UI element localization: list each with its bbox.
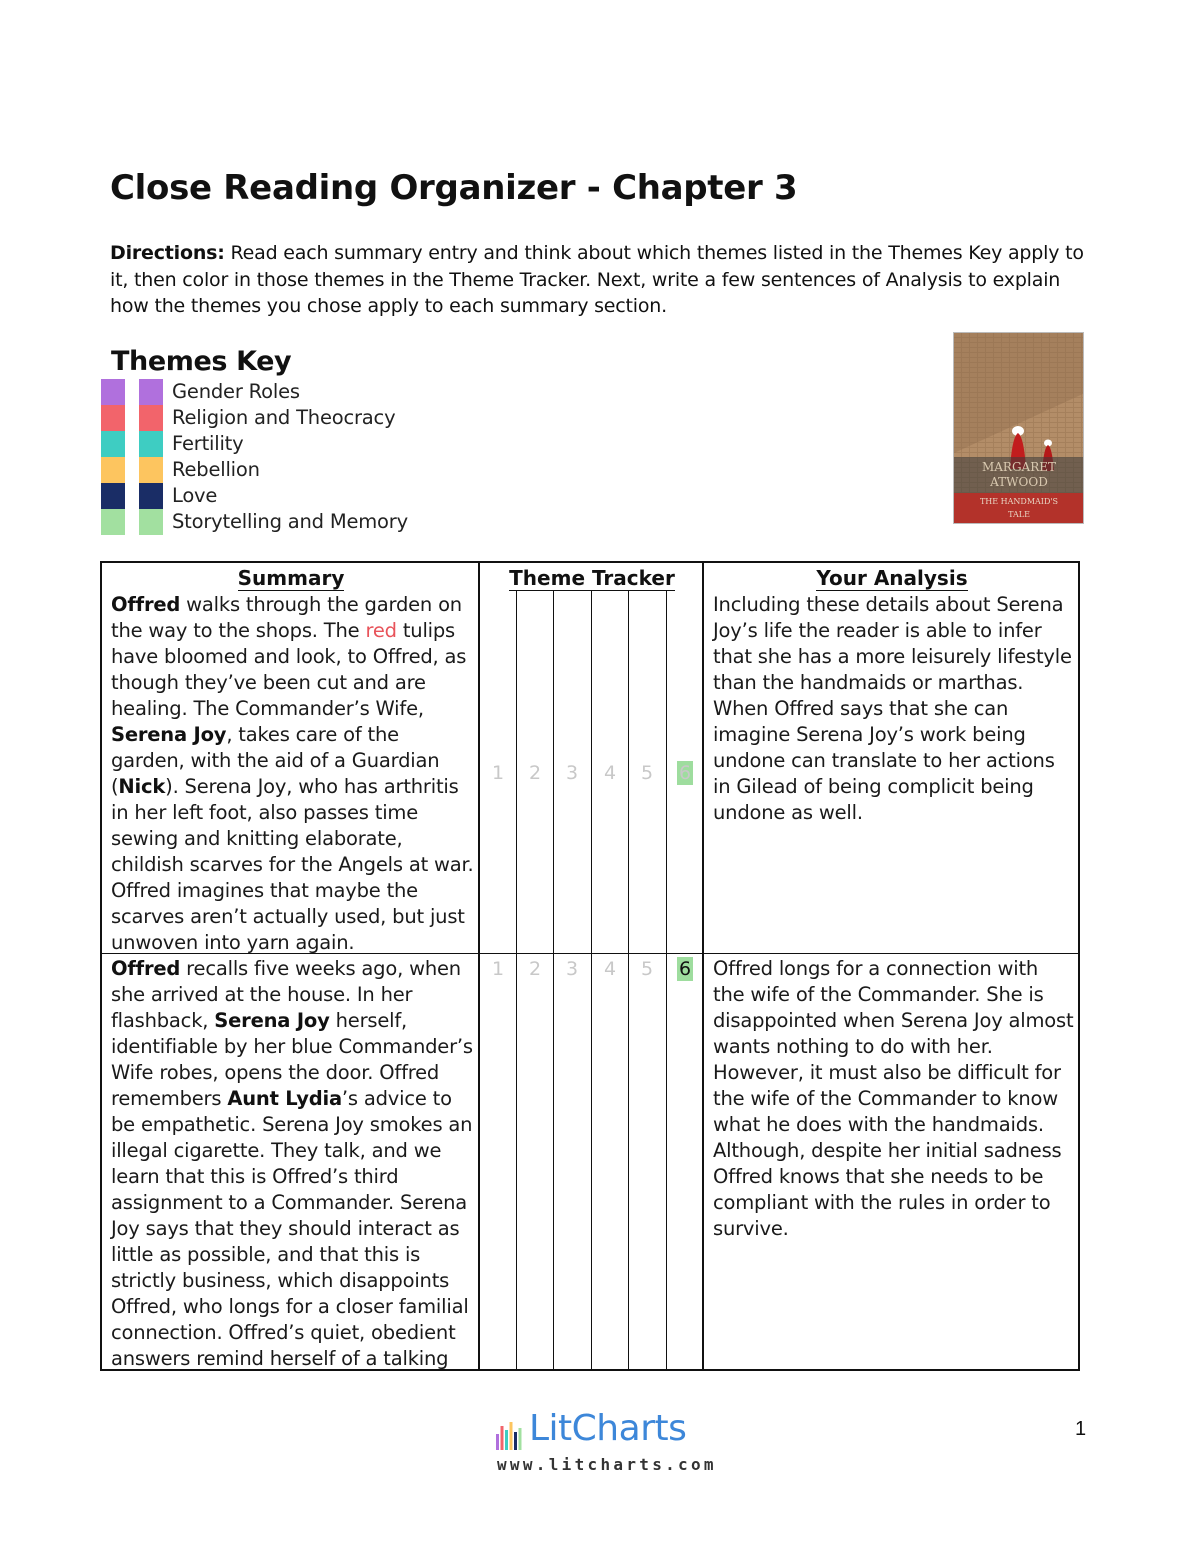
theme-color-swatch [139,483,163,509]
page-number: 1 [1075,1418,1087,1440]
theme-tracker-cell-highlighted[interactable]: 6 [678,958,692,980]
summary-cell-row-2: Offred recalls five weeks ago, when she arrived at the house. In her flashback, Serena Joy herself, identifiable by her blue Commander’s Wife robes, opens the door. Offred remembers Aunt Lydia’s advice to be empathetic. Serena Joy smokes an illegal cigarette. They talk, and we learn that this is Offred’s third assignment to a Commander. Serena Joy says that they should interact as little as possible, and that this is strictly business, which disappoints Offred, who longs for a closer familial connection. Offred’s quiet, obedient answers remind herself of a talking [111,957,473,1370]
litcharts-logo[interactable] [495,1408,717,1476]
cover-author-line-2: ATWOOD [990,475,1048,489]
theme-color-swatch [101,431,125,457]
theme-label: Love [172,484,218,507]
theme-color-swatch [101,457,125,483]
analysis-cell-row-1[interactable]: Including these details about Serena Joy’s life the reader is able to infer that she has a more leisurely lifestyle than the handmaids or marthas. When Offred says that she can imagine Serena Joy’s work being undone can translate to her actions in Gilead of being complicit being undone as well. [713,593,1072,824]
tracker-divider [628,591,629,1369]
directions-text [110,240,1100,320]
theme-label: Storytelling and Memory [172,510,408,533]
directions-label: Directions: [110,242,225,264]
theme-label: Fertility [172,432,244,455]
tracker-divider [591,591,592,1369]
page-title: Close Reading Organizer - Chapter 3 [110,168,798,208]
analysis-cell-row-2[interactable]: Offred longs for a connection with the wife of the Commander. She is disappointed when Serena Joy almost wants nothing to do with her. However, it must also be difficult for the wife of the Commander to know what he does with the handmaids. Although, despite her initial sadness Offred knows that she needs to be compliant with the rules in order to survive. [713,957,1074,1240]
book-cover-illustration [954,333,1084,524]
theme-label: Religion and Theocracy [172,406,396,429]
theme-tracker-column-header: Theme Tracker [509,566,675,590]
theme-tracker-cell[interactable]: 4 [603,958,617,980]
themes-key-title: Themes Key [111,346,292,377]
theme-color-swatch [101,509,125,535]
theme-tracker-cell[interactable]: 2 [528,958,542,980]
cover-title-line-2: TALE [1008,510,1030,519]
theme-color-swatch [101,405,125,431]
tracker-divider [516,591,517,1369]
logo-wordmark: LitCharts [529,1408,687,1449]
theme-tracker-cell[interactable]: 5 [640,762,654,784]
theme-tracker-cell-highlighted[interactable]: 6 [678,762,692,784]
theme-tracker-cell[interactable]: 5 [640,958,654,980]
theme-color-swatch [139,509,163,535]
analysis-column-header: Your Analysis [816,566,968,590]
book-cover-image [953,332,1084,524]
logo-bars-icon [495,1416,527,1452]
theme-label: Gender Roles [172,380,300,403]
summary-cell-row-1: Offred walks through the garden on the way to the shops. The red tulips have bloomed and look, to Offred, as though they’ve been cut and are healing. The Commander’s Wife, Serena Joy, takes care of the garden, with the aid of a Guardian (Nick). Serena Joy, who has arthritis in her left foot, also passes time sewing and knitting elaborate, childish scarves for the Angels at war. Offred imagines that maybe the scarves aren’t actually used, but just unwoven into yarn again. [111,593,474,954]
tracker-divider [666,591,667,1369]
tracker-divider [553,591,554,1369]
directions-body: Read each summary entry and think about which themes listed in the Themes Key apply to it, then color in those themes in the Theme Tracker. Next, write a few sentences of Analysis to explain how the themes you chose apply to each summary section. [110,242,1084,317]
theme-tracker-cell[interactable]: 3 [565,958,579,980]
column-divider [478,563,480,1369]
summary-column-header: Summary [237,566,345,590]
column-divider [702,563,704,1369]
theme-color-swatch [139,379,163,405]
theme-tracker-cell[interactable]: 4 [603,762,617,784]
cover-title-line-1: THE HANDMAID'S [979,497,1059,506]
organizer-table [100,561,1080,1371]
theme-color-swatch [139,431,163,457]
theme-tracker-cell[interactable]: 2 [528,762,542,784]
theme-color-swatch [101,379,125,405]
theme-tracker-cell[interactable]: 3 [565,762,579,784]
cover-author-line-1: MARGARET [981,460,1057,474]
theme-label: Rebellion [172,458,260,481]
theme-color-swatch [139,457,163,483]
theme-tracker-cell[interactable]: 1 [491,762,505,784]
logo-url[interactable]: www.litcharts.com [497,1455,717,1474]
theme-tracker-cell[interactable]: 1 [491,958,505,980]
theme-color-swatch [139,405,163,431]
theme-color-swatch [101,483,125,509]
